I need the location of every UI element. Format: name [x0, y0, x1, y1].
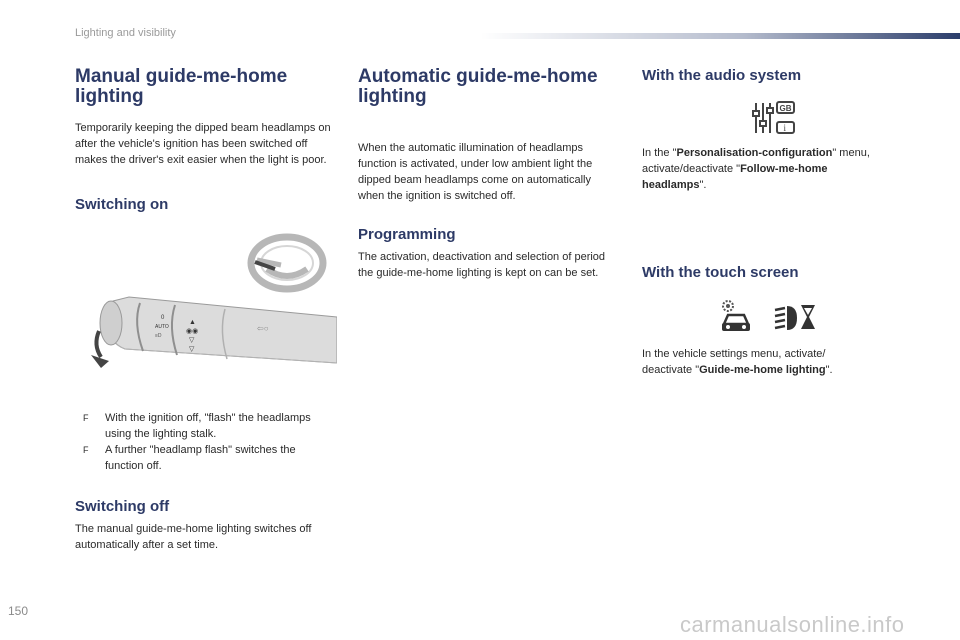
programming-heading: Programming	[358, 226, 456, 243]
svg-text:≡D: ≡D	[155, 333, 162, 339]
automatic-intro-text: When the automatic illumination of headlamps function is activated, under low ambient light the dipped beam headlamps come on automatically when the ignition is switched off.	[358, 142, 593, 202]
language-badge: GB	[779, 104, 792, 113]
automatic-section-title: Automatic guide-me-home lighting	[358, 66, 598, 107]
section-title: Lighting and visibility	[75, 27, 176, 39]
manual-section-title: Manual guide-me-home lighting	[75, 66, 288, 107]
page-number: 150	[8, 604, 29, 618]
svg-text:⇦○: ⇦○	[257, 324, 269, 333]
lighting-stalk-illustration	[85, 225, 337, 377]
audio-system-heading: With the audio system	[642, 67, 802, 84]
switching-off-text: The manual guide-me-home lighting switches off automatically after a set time.	[75, 523, 312, 551]
bullet-item	[83, 442, 337, 474]
guide-me-home-timer-icon	[773, 302, 817, 332]
menu-name: Personalisation-configuration	[676, 147, 833, 159]
switching-off-heading: Switching off	[75, 498, 170, 515]
option-name: Follow-me-home headlamps	[642, 163, 828, 191]
touch-screen-heading: With the touch screen	[642, 264, 799, 281]
watermark: carmanualsonline.info	[680, 612, 905, 637]
bullet-marker: F	[83, 445, 89, 455]
auto-label: AUTO	[155, 324, 169, 330]
switching-on-heading: Switching on	[75, 196, 169, 213]
audio-system-text: In the "Personalisation-configuration" menu, activate/deactivate "Follow-me-home headlamps".	[642, 147, 870, 191]
option-name: Guide-me-home lighting	[699, 364, 826, 376]
manual-intro-text: Temporarily keeping the dipped beam headlamps on after the vehicle's ignition has been switched off makes the driver's exit easier when the light is poor.	[75, 122, 331, 166]
bullet-text: With the ignition off, "flash" the headlamps using the lighting stalk.	[105, 412, 311, 440]
svg-text:▲: ▲	[189, 319, 196, 326]
programming-text: The activation, deactivation and selection of period the guide-me-home lighting is kept on can be set.	[358, 251, 606, 279]
bullet-text: A further "headlamp flash" switches the function off.	[105, 444, 296, 472]
svg-text:▽: ▽	[189, 337, 195, 344]
header-gradient-bar	[480, 33, 960, 39]
info-badge: i	[783, 123, 787, 133]
svg-text:◉◉: ◉◉	[186, 328, 199, 335]
bullet-marker: F	[83, 413, 89, 423]
vehicle-settings-icon	[718, 298, 754, 334]
touch-screen-text: In the vehicle settings menu, activate/ deactivate "Guide-me-home lighting".	[642, 348, 833, 376]
zero-label: 0	[161, 315, 165, 321]
settings-sliders-icon	[750, 99, 798, 137]
svg-text:▽: ▽	[189, 346, 195, 353]
stalk-body	[100, 297, 337, 363]
bullet-item	[83, 410, 337, 442]
